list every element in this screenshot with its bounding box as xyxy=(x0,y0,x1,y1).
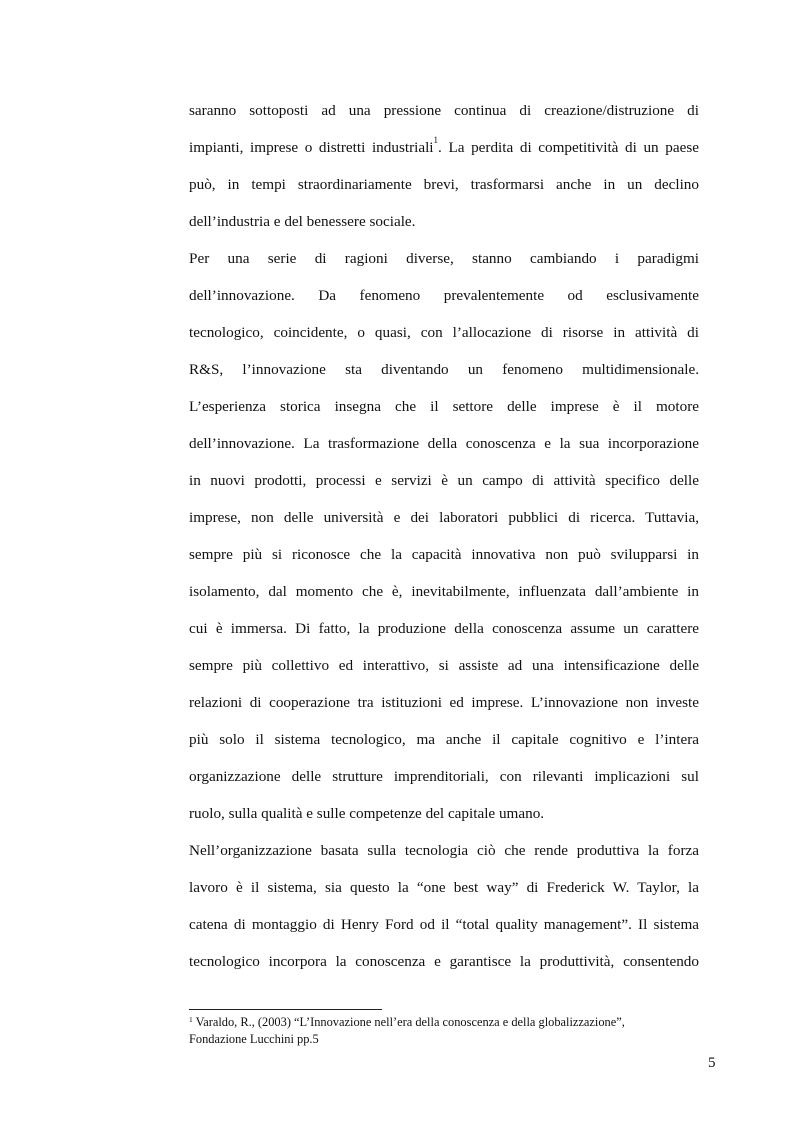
footnote-line-1 xyxy=(189,1014,709,1031)
paragraph-2-line-2: dell’innovazione. Da fenomeno prevalentemente od esclusivamente xyxy=(189,287,699,304)
footnote xyxy=(189,1014,709,1048)
paragraph-3-line-3: catena di montaggio di Henry Ford od il “total quality management”. Il sistema xyxy=(189,916,699,933)
paragraph-1-line-1: saranno sottoposti ad una pressione continua di creazione/distruzione di xyxy=(189,102,699,119)
page-number: 5 xyxy=(708,1055,716,1071)
paragraph-2-line-14: più solo il sistema tecnologico, ma anche il capitale cognitivo e l’intera xyxy=(189,731,699,748)
paragraph-2-line-11: cui è immersa. Di fatto, la produzione della conoscenza assume un carattere xyxy=(189,620,699,637)
paragraph-2-line-12: sempre più collettivo ed interattivo, si assiste ad una intensificazione delle xyxy=(189,657,699,674)
paragraph-1-line-2 xyxy=(189,129,699,166)
body-text xyxy=(189,92,699,980)
footnote-number: 1 xyxy=(189,1015,193,1024)
paragraph-1-line-3: può, in tempi straordinariamente brevi, trasformarsi anche in un declino xyxy=(189,176,699,193)
footnote-reference: 1 xyxy=(433,135,439,145)
paragraph-2-line-4: R&S, l’innovazione sta diventando un fenomeno multidimensionale. xyxy=(189,361,699,378)
paragraph-2-line-16: ruolo, sulla qualità e sulle competenze del capitale umano. xyxy=(189,805,545,822)
paragraph-2-line-13: relazioni di cooperazione tra istituzioni ed imprese. L’innovazione non investe xyxy=(189,694,699,711)
paragraph-2-line-8: imprese, non delle università e dei laboratori pubblici di ricerca. Tuttavia, xyxy=(189,509,699,526)
paragraph-3-line-1: Nell’organizzazione basata sulla tecnologia ciò che rende produttiva la forza xyxy=(189,842,699,859)
paragraph-2-line-7: in nuovi prodotti, processi e servizi è un campo di attività specifico delle xyxy=(189,472,699,489)
paragraph-3-line-4: tecnologico incorpora la conoscenza e garantisce la produttività, consentendo xyxy=(189,953,699,970)
paragraph-2-line-5: L’esperienza storica insegna che il settore delle imprese è il motore xyxy=(189,398,699,415)
text-fragment: impianti, imprese o distretti industriali xyxy=(189,139,434,156)
paragraph-2-line-3: tecnologico, coincidente, o quasi, con l’allocazione di risorse in attività di xyxy=(189,324,699,341)
footnote-separator xyxy=(189,1009,382,1010)
paragraph-2-line-10: isolamento, dal momento che è, inevitabilmente, influenzata dall’ambiente in xyxy=(189,583,699,600)
paragraph-1-line-4: dell’industria e del benessere sociale. xyxy=(189,213,416,230)
paragraph-2-line-9: sempre più si riconosce che la capacità innovativa non può svilupparsi in xyxy=(189,546,699,563)
paragraph-2-line-6: dell’innovazione. La trasformazione della conoscenza e la sua incorporazione xyxy=(189,435,699,452)
footnote-text-1: Varaldo, R., (2003) “L’Innovazione nell’era della conoscenza e della globalizzazione”, xyxy=(192,1015,625,1029)
text-fragment: . La perdita di competitività di un paese xyxy=(438,139,699,156)
paragraph-2-line-1: Per una serie di ragioni diverse, stanno cambiando i paradigmi xyxy=(189,250,699,267)
paragraph-3-line-2: lavoro è il sistema, sia questo la “one best way” di Frederick W. Taylor, la xyxy=(189,879,699,896)
footnote-line-2: Fondazione Lucchini pp.5 xyxy=(189,1032,319,1046)
paragraph-2-line-15: organizzazione delle strutture imprenditoriali, con rilevanti implicazioni sul xyxy=(189,768,699,785)
